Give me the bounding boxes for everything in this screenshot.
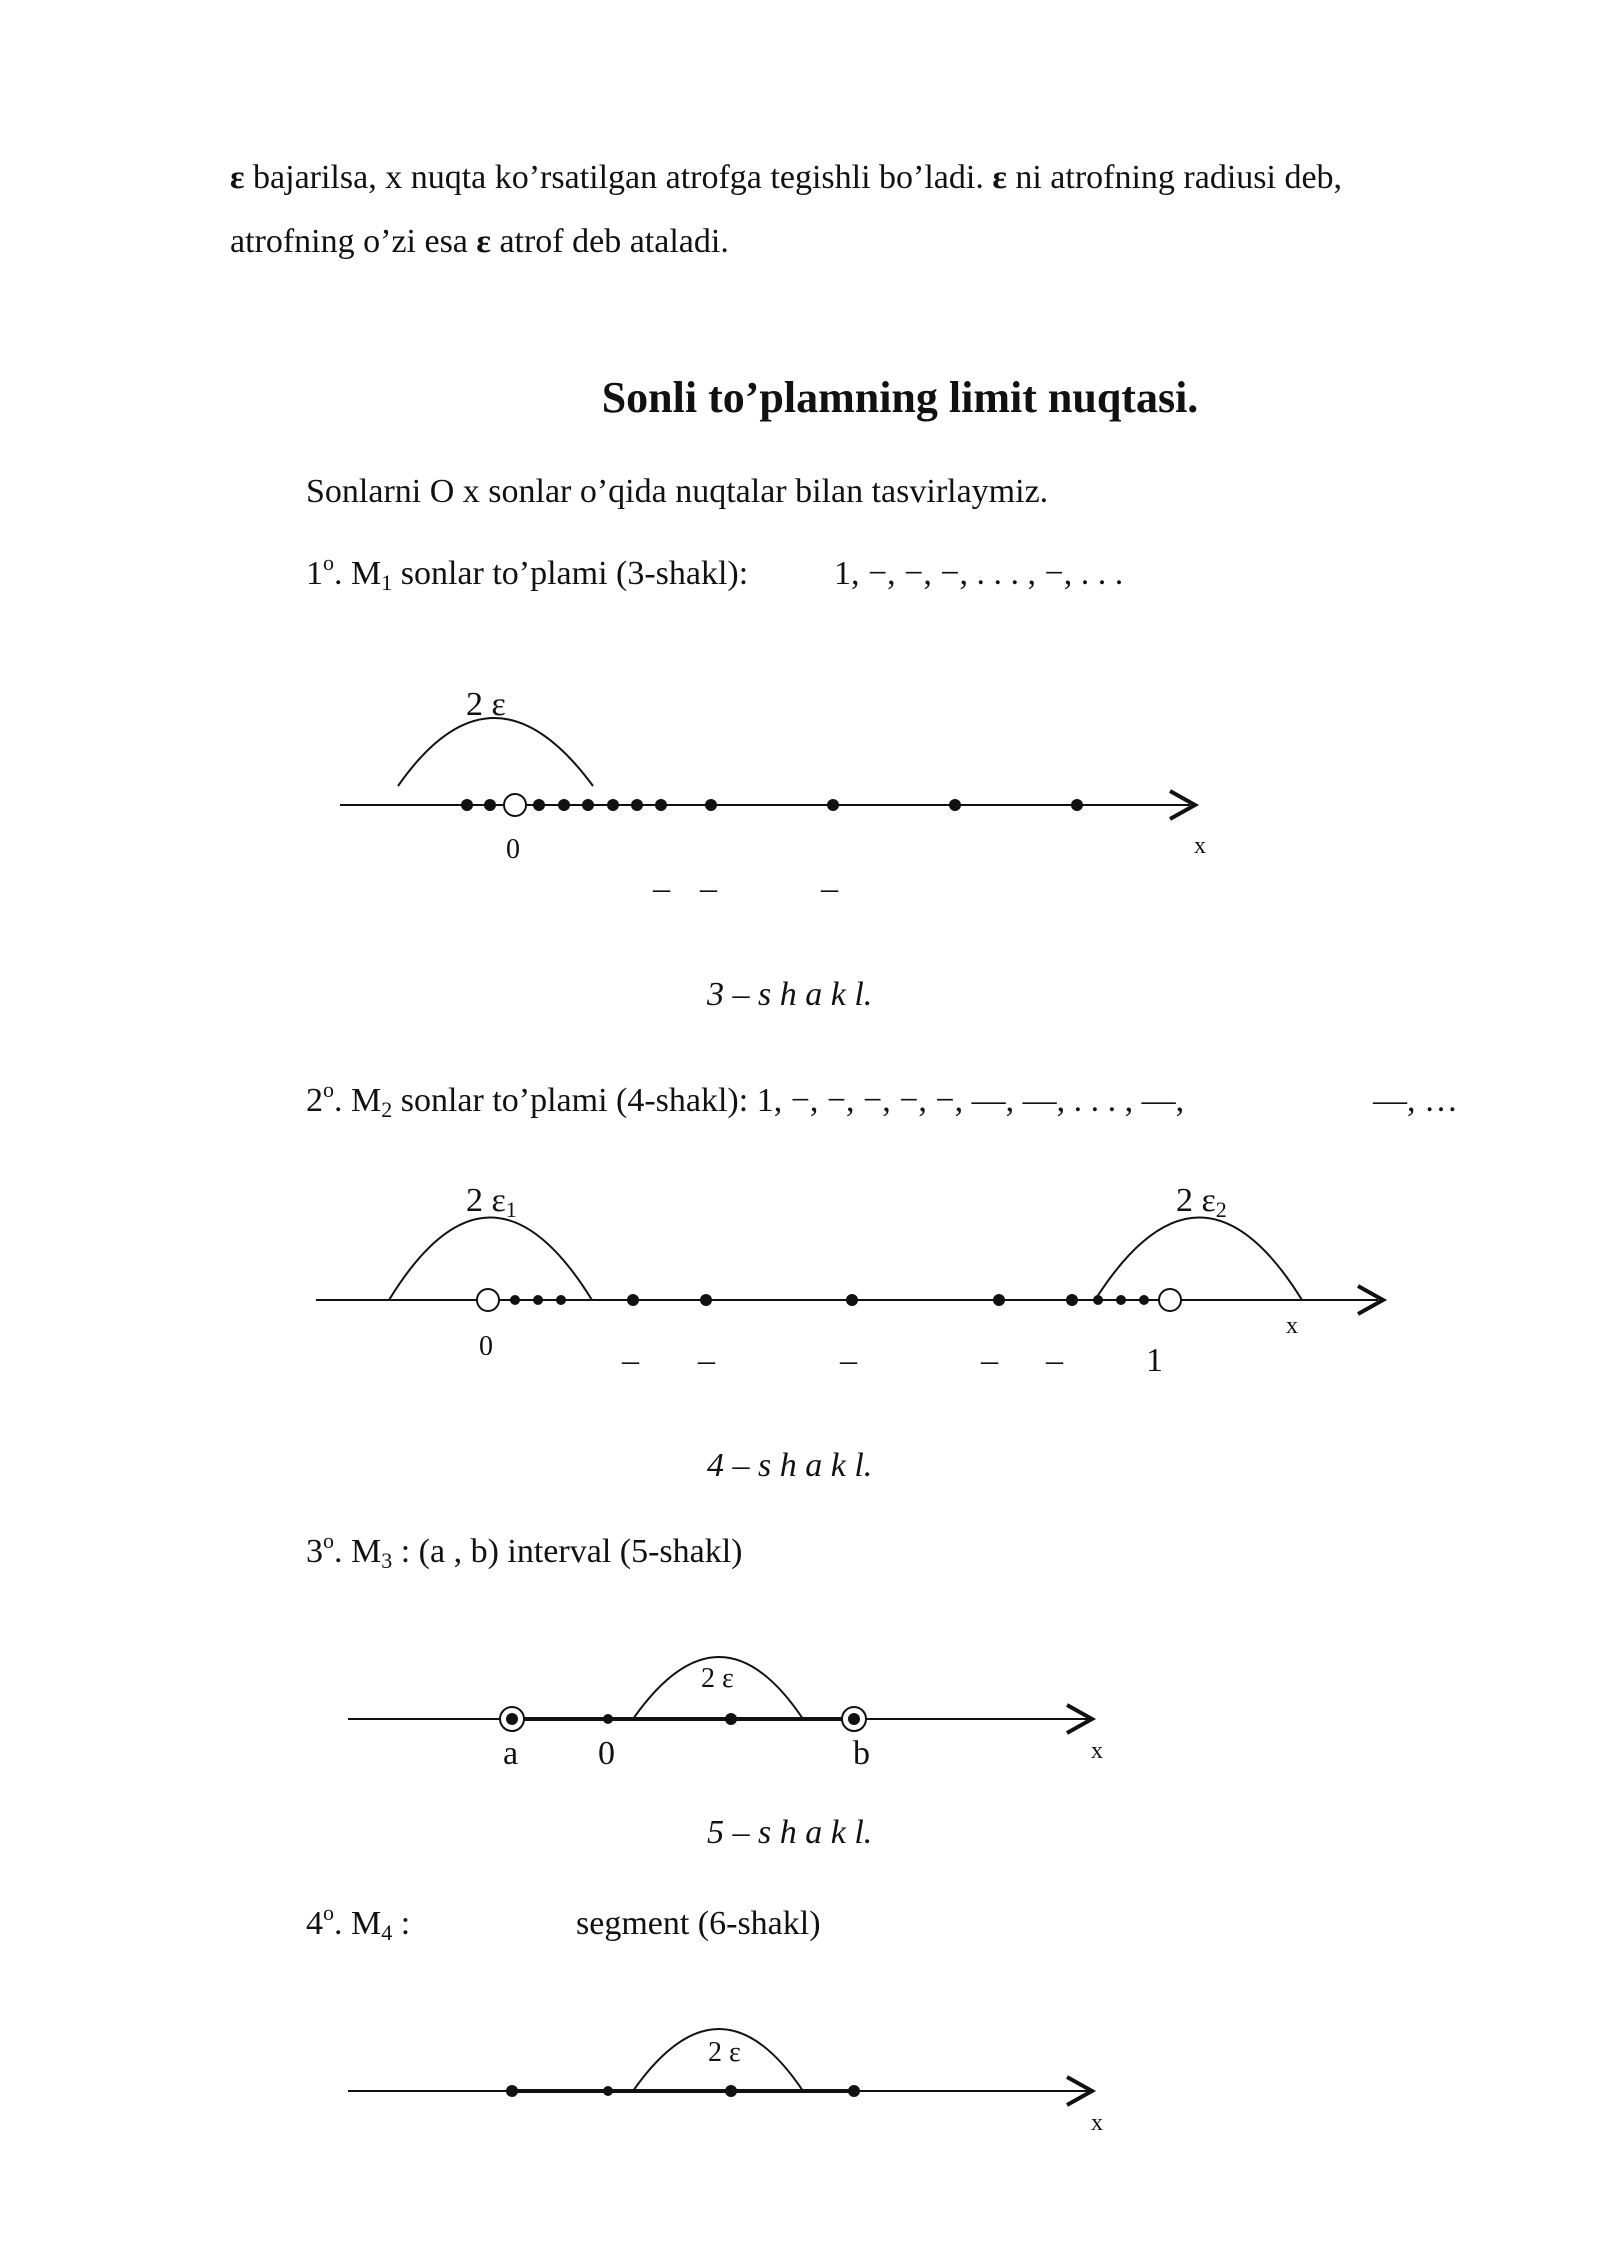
item-3-line [306, 1528, 743, 1573]
section-title: Sonli to’plamning limit nuqtasi. [601, 373, 1199, 422]
axis-x-label: x [1194, 833, 1206, 859]
intro-text-1a: bajarilsa, x nuqta ko’rsatilgan atrofga tegishli bo’ladi. [244, 159, 993, 196]
degree-mark: o [323, 1528, 334, 1553]
item-4-line [306, 1900, 411, 1945]
item-1-sequence: 1, −, −, −, . . . , −, . . . [834, 555, 1124, 592]
tick-dash: – [1046, 1342, 1063, 1379]
item-text: sonlar to’plami (3-shakl): [392, 555, 749, 592]
set-subscript: 3 [381, 1548, 393, 1573]
item-text: sonlar to’plami (4-shakl): 1, −, −, −, −, −, —, —, . . . , —, [392, 1082, 1185, 1119]
zero-label: 0 [506, 834, 520, 860]
set-name: . M [334, 1082, 382, 1119]
item-number: 4 [306, 1905, 323, 1942]
degree-mark: o [323, 1900, 334, 1925]
tick-dash: – [700, 870, 717, 907]
figure-3-caption: 3 – s h a k l. [707, 976, 873, 1013]
set-name: . M [334, 1533, 382, 1570]
intro-text-2a: atrofning o’zi esa [230, 223, 477, 260]
tick-dash: – [840, 1342, 857, 1379]
intro-line-2 [230, 210, 729, 274]
axis-x-label: x [1286, 1313, 1298, 1339]
epsilon-symbol: ε [992, 159, 1007, 196]
degree-mark: o [323, 550, 334, 575]
item-number: 2 [306, 1082, 323, 1119]
arc-label: 2 ε [466, 686, 506, 723]
set-subscript: 4 [381, 1920, 393, 1945]
set-subscript: 2 [381, 1097, 393, 1122]
item-text: : (a , b) interval (5-shakl) [392, 1533, 743, 1570]
tick-dash: – [981, 1342, 998, 1379]
one-label: 1 [1146, 1342, 1163, 1379]
epsilon-symbol: ε [476, 223, 491, 260]
arc-1-label: 2 ε1 [466, 1182, 517, 1222]
set-name: . M [334, 555, 382, 592]
tick-dash: – [653, 870, 670, 907]
intro-text-2b: atrof deb ataladi. [490, 223, 729, 260]
zero-label: 0 [598, 1735, 615, 1770]
b-label: b [853, 1735, 870, 1770]
intro-line-1 [230, 146, 1342, 210]
figure-5-interval [0, 1640, 1600, 1770]
figure-3-number-line [0, 660, 1600, 860]
lead-sentence: Sonlarni O x sonlar o’qida nuqtalar bilan tasvirlaymiz. [306, 473, 1049, 510]
set-subscript: 1 [381, 570, 393, 595]
arc-label: 2 ε [708, 2037, 741, 2068]
item-number: 1 [306, 555, 323, 592]
tick-dash: – [821, 870, 838, 907]
figure-4-caption: 4 – s h a k l. [707, 1447, 873, 1484]
zero-label: 0 [479, 1331, 493, 1355]
arc-2-label: 2 ε2 [1176, 1182, 1227, 1222]
intro-text-1b: ni atrofning radiusi deb, [1006, 159, 1343, 196]
item-1-line [306, 550, 749, 595]
item-colon: : [392, 1905, 411, 1942]
set-name: . M [334, 1905, 382, 1942]
figure-6-segment [0, 2010, 1600, 2140]
axis-x-label: x [1091, 1738, 1103, 1764]
tick-dash: – [622, 1342, 639, 1379]
degree-mark: o [323, 1077, 334, 1102]
axis-x-label: x [1091, 2110, 1103, 2136]
item-number: 3 [306, 1533, 323, 1570]
item-2-sequence-end: —, … [1373, 1082, 1458, 1119]
figure-5-caption: 5 – s h a k l. [707, 1814, 873, 1851]
figure-4-number-line [0, 1155, 1600, 1355]
epsilon-symbol: ε [230, 159, 245, 196]
item-4-text: segment (6-shakl) [576, 1905, 821, 1942]
arc-label: 2 ε [701, 1663, 734, 1694]
a-label: a [503, 1735, 519, 1770]
tick-dash: – [698, 1342, 715, 1379]
item-2-line [306, 1077, 1185, 1122]
